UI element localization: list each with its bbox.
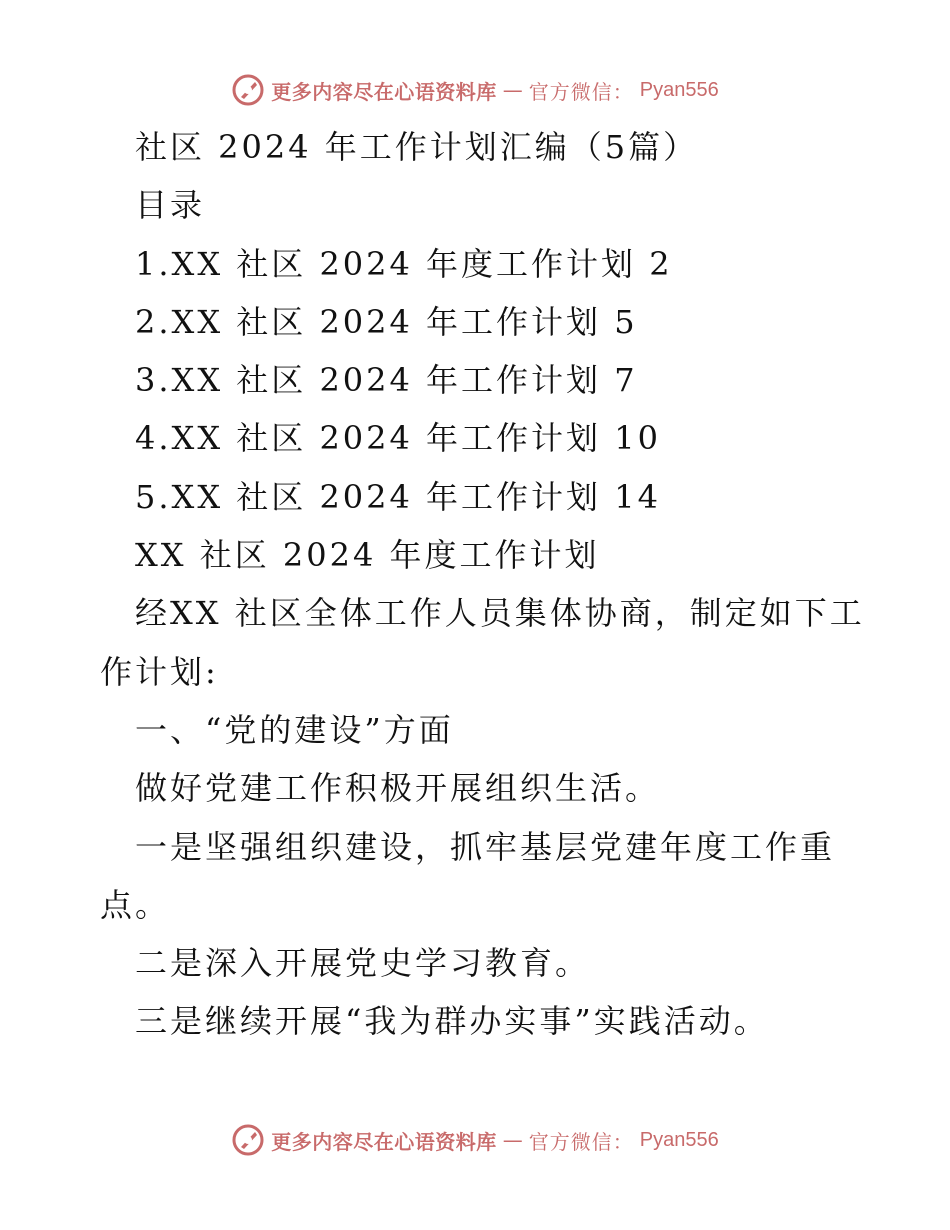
- paragraph: 一是坚强组织建设，抓牢基层党建年度工作重: [135, 827, 836, 866]
- toc-item: 3.XX 社区 2024 年工作计划 7: [135, 361, 638, 400]
- section-title: XX 社区 2024 年度工作计划: [135, 536, 600, 575]
- intro-paragraph-continued: 作计划:: [100, 652, 219, 691]
- paragraph: 三是继续开展“我为群办实事”实践活动。: [135, 1002, 769, 1041]
- paragraph-continued: 点。: [100, 885, 171, 924]
- quill-logo-icon: [231, 1123, 265, 1157]
- heading-party-building: 一、“党的建设”方面: [135, 710, 454, 749]
- toc-item: 2.XX 社区 2024 年工作计划 5: [135, 302, 638, 341]
- header-watermark: [0, 70, 950, 110]
- toc-heading: 目录: [135, 186, 206, 225]
- toc-item: 5.XX 社区 2024 年工作计划 14: [135, 477, 661, 516]
- watermark-dash: —: [502, 1128, 523, 1152]
- watermark-text: 更多内容尽在心语资料库: [271, 1129, 497, 1154]
- watermark-sub: 官方微信：: [528, 1129, 634, 1154]
- watermark-id: Pyan556: [639, 78, 719, 101]
- toc-item: 1.XX 社区 2024 年度工作计划 2: [135, 244, 673, 283]
- footer-watermark: [0, 1120, 950, 1160]
- paragraph: 二是深入开展党史学习教育。: [135, 944, 591, 983]
- watermark-sub: 官方微信：: [528, 79, 634, 104]
- intro-paragraph: 经XX 社区全体工作人员集体协商，制定如下工: [135, 594, 865, 633]
- toc-item: 4.XX 社区 2024 年工作计划 10: [135, 419, 661, 458]
- document-body: [0, 118, 950, 1051]
- watermark-dash: —: [502, 78, 523, 102]
- quill-logo-icon: [231, 73, 265, 107]
- paragraph: 做好党建工作积极开展组织生活。: [135, 769, 661, 808]
- watermark-id: Pyan556: [639, 1128, 719, 1151]
- watermark-text: 更多内容尽在心语资料库: [271, 79, 497, 104]
- document-title: 社区 2024 年工作计划汇编（5篇）: [135, 128, 699, 166]
